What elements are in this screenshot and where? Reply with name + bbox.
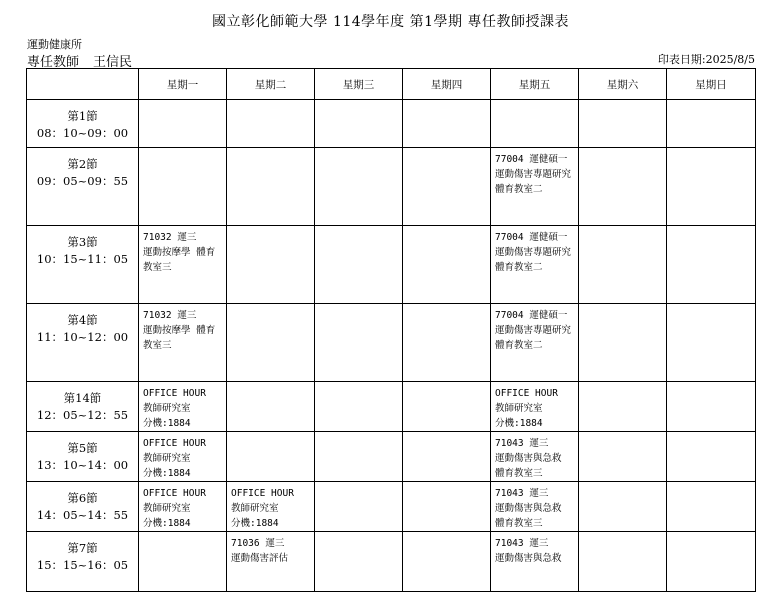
- period-row: [27, 148, 756, 226]
- day-header: 星期四: [403, 69, 491, 100]
- schedule-cell: [227, 226, 315, 304]
- schedule-cell: [491, 148, 579, 226]
- schedule-cell: [491, 304, 579, 382]
- schedule-cell: [403, 304, 491, 382]
- period-row: [27, 226, 756, 304]
- day-header: 星期一: [139, 69, 227, 100]
- schedule-cell: [315, 382, 403, 432]
- schedule-cell: [579, 304, 667, 382]
- day-header: 星期二: [227, 69, 315, 100]
- period-time: 10：15~11：05: [36, 252, 129, 266]
- course-line: 71043 運三: [495, 488, 549, 499]
- schedule-cell: [579, 482, 667, 532]
- schedule-cell: [139, 382, 227, 432]
- schedule-cell: [227, 382, 315, 432]
- period-header: [27, 100, 139, 148]
- schedule-cell: [667, 304, 756, 382]
- timetable: [26, 68, 756, 592]
- schedule-cell: [579, 532, 667, 592]
- period-row: [27, 100, 756, 148]
- schedule-cell: [579, 148, 667, 226]
- course-line: 77004 運健碩一: [495, 232, 568, 243]
- corner-cell: [27, 69, 139, 100]
- schedule-cell: [667, 532, 756, 592]
- schedule-cell: [315, 100, 403, 148]
- day-header-row: [27, 69, 756, 100]
- period-row: [27, 482, 756, 532]
- course-line: 71036 運三: [231, 538, 285, 549]
- period-header: [27, 304, 139, 382]
- course-line: 77004 運健碩一: [495, 310, 568, 321]
- day-header: 星期三: [315, 69, 403, 100]
- schedule-cell: [579, 100, 667, 148]
- schedule-cell: [491, 532, 579, 592]
- course-line: 運動按摩學 體育教室三: [143, 247, 216, 273]
- course-line: 運動傷害與急救: [495, 553, 562, 564]
- day-header: 星期五: [491, 69, 579, 100]
- course-line: 教師研究室: [143, 503, 191, 514]
- schedule-cell: [579, 226, 667, 304]
- course-line: 77004 運健碩一: [495, 154, 568, 165]
- period-header: [27, 382, 139, 432]
- period-label: 第5節: [67, 441, 98, 455]
- schedule-cell: [403, 532, 491, 592]
- schedule-cell: [579, 432, 667, 482]
- day-header: 星期日: [667, 69, 756, 100]
- print-date: 印表日期:2025/8/5: [657, 53, 755, 66]
- period-row: [27, 304, 756, 382]
- schedule-cell: [227, 100, 315, 148]
- schedule-cell: [667, 482, 756, 532]
- course-line: 教師研究室: [231, 503, 279, 514]
- period-time: 13：10~14：00: [36, 458, 129, 472]
- period-label: 第3節: [67, 235, 98, 249]
- course-line: 71043 運三: [495, 438, 549, 449]
- period-time: 12：05~12：55: [36, 408, 129, 422]
- page-title: 國立彰化師範大學 114學年度 第1學期 專任教師授課表: [212, 14, 569, 30]
- schedule-cell: [667, 382, 756, 432]
- course-line: 運動傷害專題研究 體育教室二: [495, 247, 572, 273]
- period-time: 14：05~14：55: [36, 508, 129, 522]
- course-line: 運動按摩學 體育教室三: [143, 325, 216, 351]
- schedule-cell: [667, 226, 756, 304]
- course-line: 教師研究室: [143, 453, 191, 464]
- course-line: OFFICE HOUR: [143, 388, 206, 399]
- period-label: 第6節: [67, 491, 98, 505]
- schedule-cell: [315, 482, 403, 532]
- course-line: 運動傷害評估: [231, 553, 289, 564]
- course-line: 運動傷害專題研究 體育教室二: [495, 169, 572, 195]
- schedule-cell: [139, 482, 227, 532]
- period-row: [27, 432, 756, 482]
- schedule-cell: [403, 226, 491, 304]
- schedule-cell: [403, 432, 491, 482]
- course-line: 分機:1884: [143, 418, 191, 429]
- period-header: [27, 532, 139, 592]
- schedule-cell: [315, 226, 403, 304]
- period-row: [27, 532, 756, 592]
- schedule-cell: [667, 148, 756, 226]
- course-line: 運動傷害與急救 體育教室三: [495, 503, 562, 529]
- schedule-cell: [491, 482, 579, 532]
- schedule-cell: [227, 432, 315, 482]
- course-line: OFFICE HOUR: [143, 438, 206, 449]
- period-label: 第2節: [67, 157, 98, 171]
- period-header: [27, 432, 139, 482]
- schedule-cell: [403, 482, 491, 532]
- teacher-name: 王信民: [93, 55, 133, 70]
- course-line: 分機:1884: [143, 518, 191, 529]
- period-header: [27, 226, 139, 304]
- course-line: 教師研究室: [495, 403, 543, 414]
- period-time: 09：05~09：55: [36, 174, 129, 188]
- schedule-cell: [491, 382, 579, 432]
- course-line: 分機:1884: [495, 418, 543, 429]
- course-line: OFFICE HOUR: [495, 388, 558, 399]
- course-line: 71032 運三: [143, 310, 197, 321]
- course-line: 分機:1884: [231, 518, 279, 529]
- course-line: 分機:1884: [143, 468, 191, 479]
- schedule-cell: [139, 432, 227, 482]
- schedule-cell: [227, 148, 315, 226]
- course-line: 運動傷害與急救 體育教室三: [495, 453, 562, 479]
- schedule-cell: [491, 226, 579, 304]
- schedule-cell: [403, 148, 491, 226]
- course-line: OFFICE HOUR: [231, 488, 294, 499]
- schedule-cell: [227, 532, 315, 592]
- teacher-role: 專任教師: [27, 55, 80, 70]
- course-line: 71043 運三: [495, 538, 549, 549]
- period-header: [27, 482, 139, 532]
- course-line: 教師研究室: [143, 403, 191, 414]
- course-line: 71032 運三: [143, 232, 197, 243]
- course-line: 運動傷害專題研究 體育教室二: [495, 325, 572, 351]
- course-line: OFFICE HOUR: [143, 488, 206, 499]
- schedule-cell: [579, 382, 667, 432]
- schedule-cell: [315, 148, 403, 226]
- schedule-cell: [139, 226, 227, 304]
- period-label: 第4節: [67, 313, 98, 327]
- schedule-cell: [227, 304, 315, 382]
- schedule-cell: [667, 432, 756, 482]
- period-label: 第1節: [67, 109, 98, 123]
- schedule-cell: [227, 482, 315, 532]
- period-time: 15：15~16：05: [36, 558, 129, 572]
- period-label: 第7節: [67, 541, 98, 555]
- schedule-cell: [139, 304, 227, 382]
- period-label: 第14節: [63, 391, 102, 405]
- schedule-cell: [139, 100, 227, 148]
- period-time: 08：10~09：00: [36, 126, 129, 140]
- schedule-cell: [315, 304, 403, 382]
- schedule-cell: [139, 148, 227, 226]
- schedule-cell: [491, 432, 579, 482]
- schedule-cell: [315, 432, 403, 482]
- schedule-cell: [139, 532, 227, 592]
- schedule-cell: [403, 382, 491, 432]
- schedule-cell: [491, 100, 579, 148]
- schedule-cell: [403, 100, 491, 148]
- department-label: 運動健康所: [27, 38, 82, 51]
- day-header: 星期六: [579, 69, 667, 100]
- schedule-cell: [315, 532, 403, 592]
- period-header: [27, 148, 139, 226]
- schedule-cell: [667, 100, 756, 148]
- period-time: 11：10~12：00: [36, 330, 129, 344]
- period-row: [27, 382, 756, 432]
